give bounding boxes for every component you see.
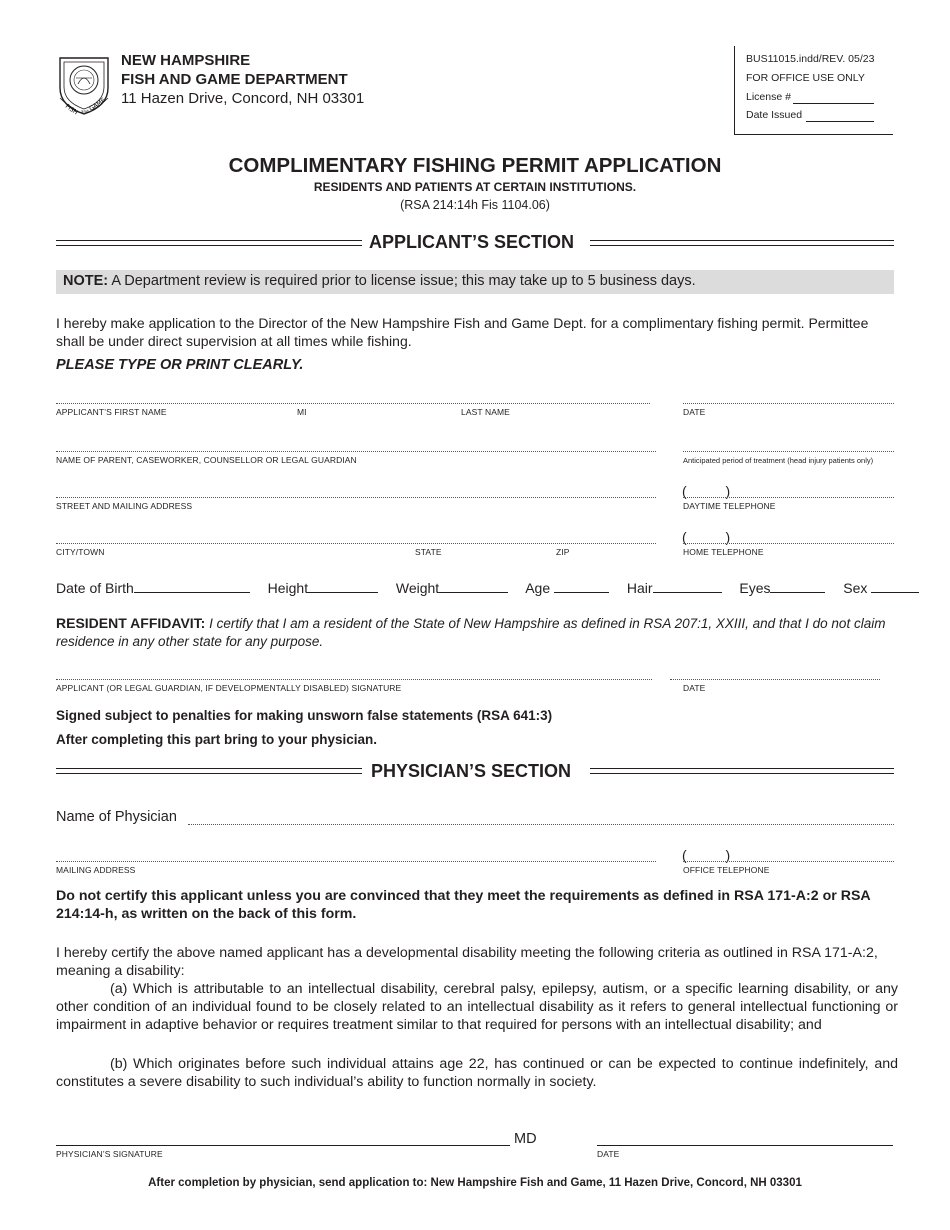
affidavit-text: I certify that I am a resident of the State of New Hampshire as defined in RSA 207:1, XXIII, and that I do not claim residence in any other state for any purpose. [56, 616, 886, 649]
hair-field[interactable] [653, 578, 722, 593]
certify-intro: I hereby certify the above named applicant has a developmental disability meeting the following criteria as outlined in RSA 171-A:2, meaning a disability: [56, 945, 878, 979]
mi-label: MI [297, 407, 307, 417]
note-label: NOTE: [63, 273, 109, 289]
applicant-section-heading: APPLICANT’S SECTION [369, 232, 575, 252]
guardian-field[interactable] [56, 451, 656, 452]
city-label: CITY/TOWN [56, 547, 105, 557]
certification-warning: Do not certify this applicant unless you are convinced that they meet the requirements as defined in RSA 171-A:2 or RSA 214:14-h, as written on the back of this form. [56, 888, 871, 922]
applicant-signature-field[interactable] [56, 679, 652, 680]
city-state-zip-field[interactable] [56, 543, 656, 544]
home-phone-field[interactable] [683, 543, 894, 544]
physician-date-label: DATE [597, 1149, 620, 1159]
height-field[interactable] [308, 578, 378, 593]
date-field[interactable] [683, 403, 894, 404]
first-name-label: APPLICANT’S FIRST NAME [56, 407, 167, 417]
sex-field[interactable] [871, 578, 919, 593]
bring-to-physician: After completing this part bring to your physician. [56, 732, 378, 747]
eyes-label: Eyes [739, 580, 771, 596]
form-rsa: (RSA 214:14h Fis 1104.06) [400, 198, 550, 212]
footer-instructions: After completion by physician, send application to: New Hampshire Fish and Game, 11 Hazen Drive, Concord, NH 03301 [148, 1177, 802, 1189]
physician-signature-label: PHYSICIAN’S SIGNATURE [56, 1149, 163, 1159]
note-banner [56, 270, 894, 294]
hair-label: Hair [626, 580, 653, 596]
date-issued-label: Date Issued [746, 109, 803, 121]
physician-section-heading: PHYSICIAN’S SECTION [371, 761, 572, 781]
seal-text-right: GAME [88, 96, 107, 113]
office-phone-field[interactable] [683, 861, 894, 862]
guardian-label: NAME OF PARENT, CASEWORKER, COUNSELLOR OR LEGAL GUARDIAN [56, 455, 357, 465]
intro-paragraph: I hereby make application to the Director of the New Hampshire Fish and Game Dept. for a complimentary fishing permit. Permittee shall be under direct supervision at all times while fishing. [56, 315, 869, 349]
height-label: Height [267, 580, 309, 596]
office-use-label: FOR OFFICE USE ONLY [746, 72, 865, 84]
applicant-signature-label: APPLICANT (OR LEGAL GUARDIAN, IF DEVELOPMENTALLY DISABLED) SIGNATURE [56, 683, 402, 693]
affidavit-label: RESIDENT AFFIDAVIT: [56, 615, 206, 631]
state-label: STATE [415, 547, 442, 557]
last-name-label: LAST NAME [461, 407, 510, 417]
home-phone-label: HOME TELEPHONE [683, 547, 764, 557]
dob-field[interactable] [134, 578, 250, 593]
sex-label: Sex [843, 580, 868, 596]
zip-label: ZIP [556, 547, 570, 557]
daytime-phone-field[interactable] [683, 497, 894, 498]
seal-text-mid: and [81, 109, 89, 114]
physician-rule-left [56, 768, 362, 774]
form-subtitle: RESIDENTS AND PATIENTS AT CERTAIN INSTITUTIONS. [313, 180, 637, 194]
date-issued-field[interactable] [806, 121, 874, 122]
physician-name-field[interactable] [188, 824, 894, 825]
dob-label: Date of Birth [56, 580, 134, 596]
age-field[interactable] [554, 578, 609, 593]
office-area-code[interactable]: ( ) [682, 847, 731, 863]
resident-affidavit [56, 614, 898, 651]
seal-logo [54, 54, 114, 116]
license-number-field[interactable] [793, 103, 874, 104]
physician-signature-field[interactable] [56, 1145, 510, 1146]
home-area-code[interactable]: ( ) [682, 529, 731, 545]
date-label: DATE [683, 407, 706, 417]
license-number-label: License # [746, 91, 791, 103]
form-id: BUS11015.indd/REV. 05/23 [746, 53, 875, 65]
physician-mailing-label: MAILING ADDRESS [56, 865, 136, 875]
md-suffix: MD [514, 1131, 537, 1147]
penalty-statement: Signed subject to penalties for making unsworn false statements (RSA 641:3) [56, 708, 553, 723]
physician-rule-right [590, 768, 894, 774]
street-label: STREET AND MAILING ADDRESS [56, 501, 193, 511]
age-label: Age [525, 580, 551, 596]
street-field[interactable] [56, 497, 656, 498]
office-phone-label: OFFICE TELEPHONE [683, 865, 770, 875]
daytime-area-code[interactable]: ( ) [682, 483, 731, 499]
print-clearly-note: PLEASE TYPE OR PRINT CLEARLY. [56, 357, 304, 373]
applicant-signature-date-label: DATE [683, 683, 706, 693]
org-name-line1: NEW HAMPSHIRE [121, 52, 251, 69]
criteria-a: (a) Which is attributable to an intellectual disability, cerebral palsy, epilepsy, autism, or a specific learning disability, or any other condition of an individual found to be closely related to an intellectual disability as it refers to general intellectual functioning or impairment in adaptive behavior or requires treatment similar to that required for persons with an intellectual disability; and [56, 981, 898, 1033]
applicant-signature-date-field[interactable] [670, 679, 880, 680]
treatment-label: Anticipated period of treatment (head injury patients only) [683, 456, 874, 465]
physician-name-label: Name of Physician [56, 809, 177, 825]
org-name-line2: FISH AND GAME DEPARTMENT [121, 71, 348, 88]
weight-label: Weight [395, 580, 440, 596]
eyes-field[interactable] [770, 578, 825, 593]
seal-text-left: FISH [63, 102, 79, 116]
physician-mailing-field[interactable] [56, 861, 656, 862]
note-text: A Department review is required prior to license issue; this may take up to 5 business days. [108, 273, 696, 289]
section-rule-left [56, 240, 362, 246]
criteria-b: (b) Which originates before such individual attains age 22, has continued or can be expected to continue indefinitely, and constitutes a severe disability to such individual’s ability to function normally in society. [56, 1056, 898, 1090]
daytime-phone-label: DAYTIME TELEPHONE [683, 501, 776, 511]
form-title: COMPLIMENTARY FISHING PERMIT APPLICATION [228, 154, 722, 177]
physical-description-row [56, 578, 896, 596]
physician-date-field[interactable] [597, 1145, 893, 1146]
treatment-field[interactable] [683, 451, 894, 452]
org-address: 11 Hazen Drive, Concord, NH 03301 [121, 90, 365, 107]
section-rule-right [590, 240, 894, 246]
weight-field[interactable] [439, 578, 508, 593]
name-field[interactable] [56, 403, 650, 404]
